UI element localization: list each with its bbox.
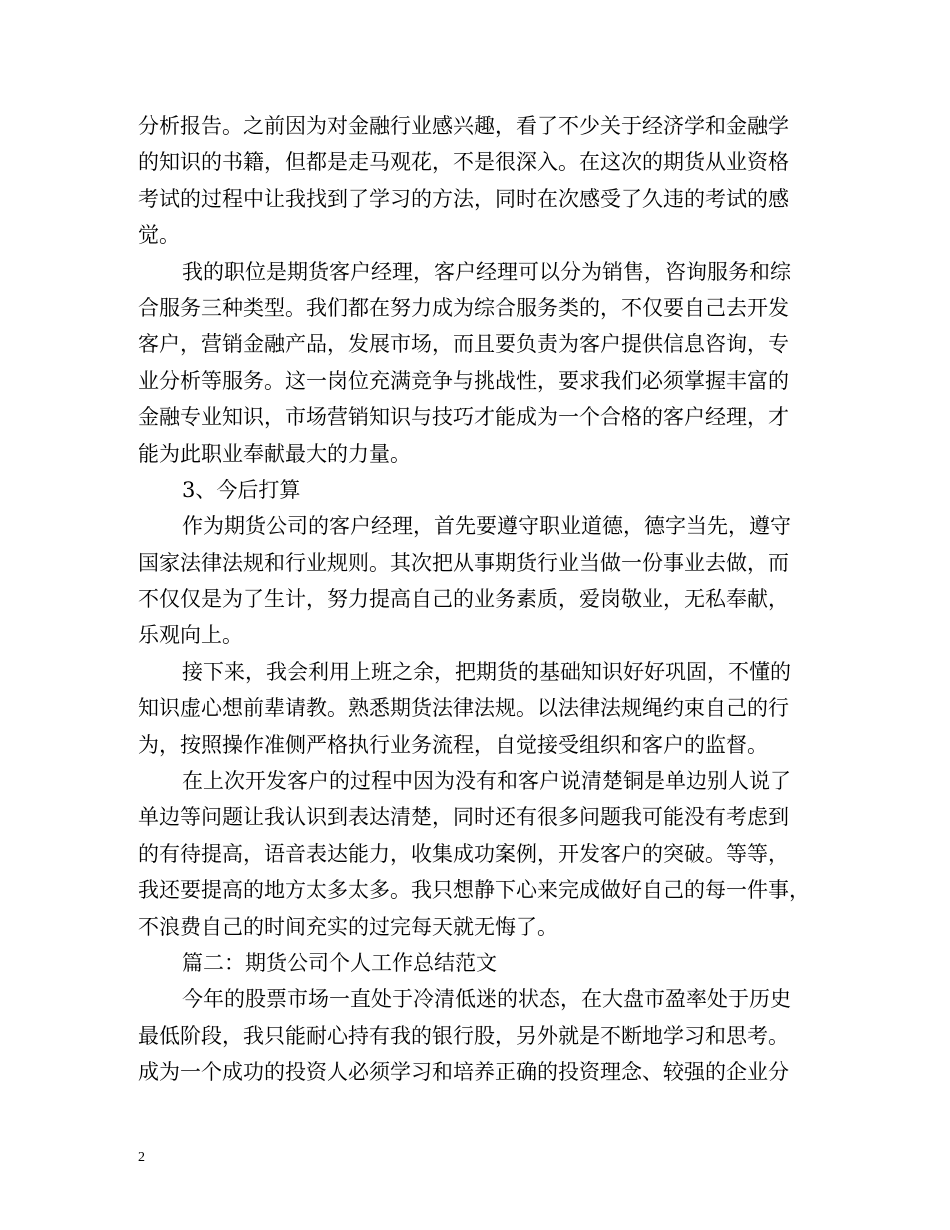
- text-line: 在上次开发客户的过程中因为没有和客户说清楚铜是单边别人说了: [182, 769, 791, 794]
- text-line: 不仅仅是为了生计，努力提高自己的业务素质，爱岗敬业，无私奉献，: [138, 587, 789, 612]
- text-line: 知识虚心想前辈请教。熟悉期货法律法规。以法律法规绳约束自己的行: [138, 696, 789, 721]
- text-line: 能为此职业奉献最大的力量。: [138, 441, 411, 466]
- text-line: 作为期货公司的客户经理，首先要遵守职业道德，德字当先，遵守: [182, 514, 791, 539]
- text-line: 乐观向上。: [138, 623, 243, 648]
- text-line: 今年的股票市场一直处于冷清低迷的状态，在大盘市盈率处于历史: [182, 987, 791, 1012]
- text-line: 国家法律法规和行业规则。其次把从事期货行业当做一份事业去做，而: [138, 550, 789, 575]
- text-line: 我还要提高的地方太多太多。我只想静下心来完成做好自己的每一件事，: [138, 878, 810, 903]
- text-line: 我的职位是期货客户经理，客户经理可以分为销售，咨询服务和综: [182, 259, 791, 284]
- text-line: 分析报告。之前因为对金融行业感兴趣，看了不少关于经济学和金融学: [138, 114, 789, 138]
- text-line: 接下来，我会利用上班之余，把期货的基础知识好好巩固，不懂的: [182, 659, 791, 684]
- text-line: 篇二：期货公司个人工作总结范文: [182, 950, 497, 975]
- text-line: 考试的过程中让我找到了学习的方法，同时在次感受了久违的考试的感: [138, 186, 789, 211]
- text-line: 合服务三种类型。我们都在努力成为综合服务类的，不仅要自己去开发: [138, 295, 789, 320]
- text-line: 的有待提高，语音表达能力，收集成功案例，开发客户的突破。等等，: [138, 841, 789, 866]
- text-line: 单边等问题让我认识到表达清楚，同时还有很多问题我可能没有考虑到: [138, 805, 789, 830]
- document-body: [138, 108, 818, 1091]
- text-line: 3、今后打算: [182, 477, 301, 502]
- text-line: 觉。: [138, 223, 180, 248]
- text-line: 最低阶段，我只能耐心持有我的银行股，另外就是不断地学习和思考。: [138, 1023, 789, 1048]
- text-line: 客户，营销金融产品，发展市场，而且要负责为客户提供信息咨询，专: [138, 332, 789, 357]
- text-line: 金融专业知识，市场营销知识与技巧才能成为一个合格的客户经理，才: [138, 405, 789, 430]
- page-number: 2: [138, 1150, 145, 1165]
- text-line: 业分析等服务。这一岗位充满竞争与挑战性，要求我们必须掌握丰富的: [138, 368, 789, 393]
- text-line: 的知识的书籍，但都是走马观花，不是很深入。在这次的期货从业资格: [138, 150, 789, 175]
- text-line: 成为一个成功的投资人必须学习和培养正确的投资理念、较强的企业分: [138, 1060, 789, 1085]
- text-line: 不浪费自己的时间充实的过完每天就无悔了。: [138, 914, 558, 939]
- text-line: 为，按照操作准侧严格执行业务流程，自觉接受组织和客户的监督。: [138, 732, 768, 757]
